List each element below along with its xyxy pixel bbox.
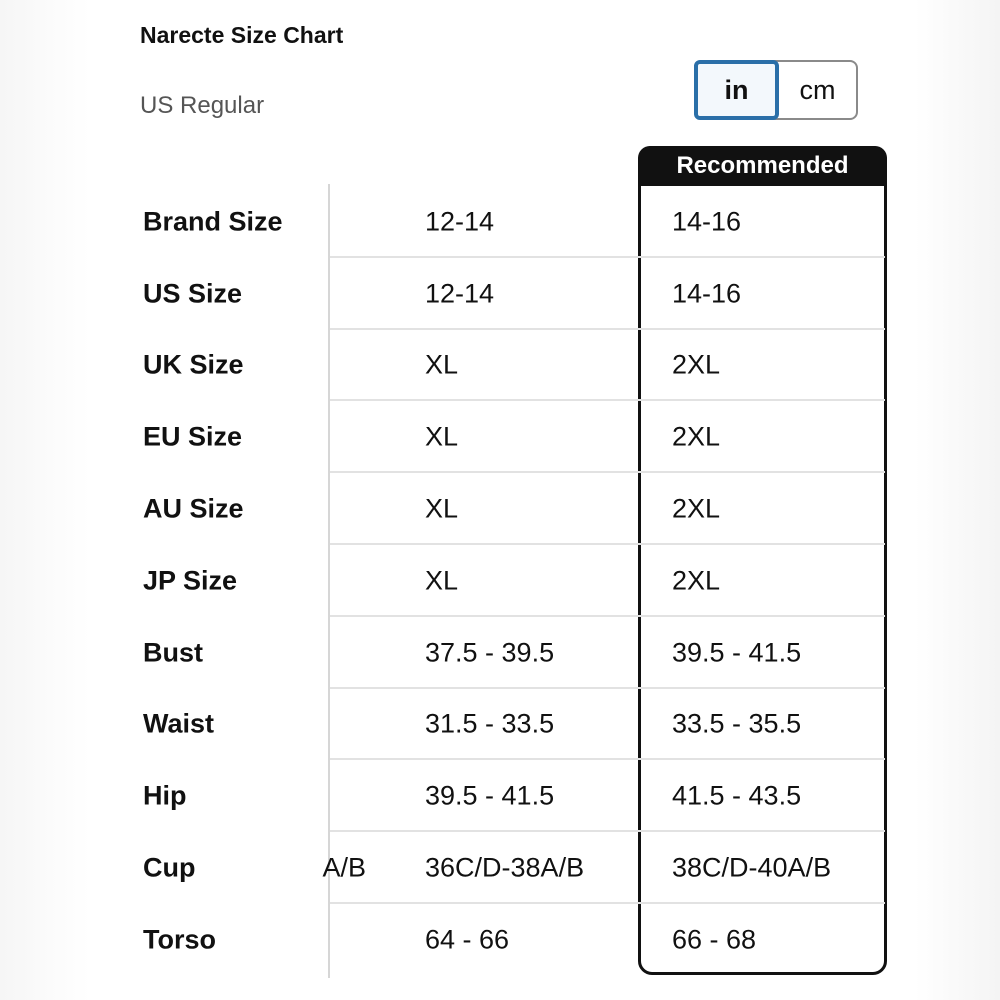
row-label: Waist — [143, 708, 215, 739]
row-label: Cup — [143, 852, 196, 883]
table-row — [0, 617, 1000, 689]
size-cell: 12-14 — [425, 206, 495, 237]
row-label: JP Size — [143, 565, 238, 596]
unit-inches-button[interactable]: in — [694, 60, 779, 120]
recommended-size-cell: 2XL — [672, 493, 721, 524]
size-cell: 37.5 - 39.5 — [425, 637, 555, 668]
table-row — [0, 473, 1000, 545]
size-cell: XL — [425, 493, 459, 524]
recommended-size-cell: 2XL — [672, 565, 721, 596]
row-label: AU Size — [143, 493, 244, 524]
table-row — [0, 904, 1000, 976]
size-cell: XL — [425, 565, 459, 596]
size-cell: 31.5 - 33.5 — [425, 708, 555, 739]
recommended-size-cell: 33.5 - 35.5 — [672, 708, 802, 739]
size-cell: 64 - 66 — [425, 924, 510, 955]
row-label: Brand Size — [143, 206, 283, 237]
table-row — [0, 186, 1000, 258]
recommended-size-cell: 14-16 — [672, 278, 742, 309]
table-row — [0, 258, 1000, 330]
unit-cm-button[interactable]: cm — [799, 74, 836, 105]
table-row — [0, 760, 1000, 832]
table-row — [0, 401, 1000, 473]
recommended-size-cell: 2XL — [672, 421, 721, 452]
recommended-size-cell: 14-16 — [672, 206, 742, 237]
size-cell: XL — [425, 349, 459, 380]
table-row — [0, 545, 1000, 617]
table-row — [0, 832, 1000, 904]
size-cell: 39.5 - 41.5 — [425, 780, 555, 811]
row-label: EU Size — [143, 421, 243, 452]
table-row — [0, 689, 1000, 761]
recommended-badge: Recommended — [638, 146, 887, 186]
table-row — [0, 330, 1000, 402]
size-table — [0, 186, 1000, 976]
row-label: UK Size — [143, 349, 244, 380]
unit-toggle — [694, 60, 858, 120]
recommended-size-cell: 2XL — [672, 349, 721, 380]
size-region-label: US Regular — [140, 92, 265, 119]
page-title: Narecte Size Chart — [140, 22, 344, 48]
size-cell: XL — [425, 421, 459, 452]
size-cell: 36C/D-38A/B — [425, 852, 585, 883]
recommended-size-cell: 39.5 - 41.5 — [672, 637, 802, 668]
row-label: Hip — [143, 780, 187, 811]
clipped-size-cell: A/B — [322, 852, 366, 883]
recommended-size-cell: 66 - 68 — [672, 924, 757, 955]
recommended-size-cell: 38C/D-40A/B — [672, 852, 832, 883]
row-label: Bust — [143, 637, 203, 668]
size-cell: 12-14 — [425, 278, 495, 309]
row-label: Torso — [143, 924, 216, 955]
row-label: US Size — [143, 278, 243, 309]
recommended-size-cell: 41.5 - 43.5 — [672, 780, 802, 811]
